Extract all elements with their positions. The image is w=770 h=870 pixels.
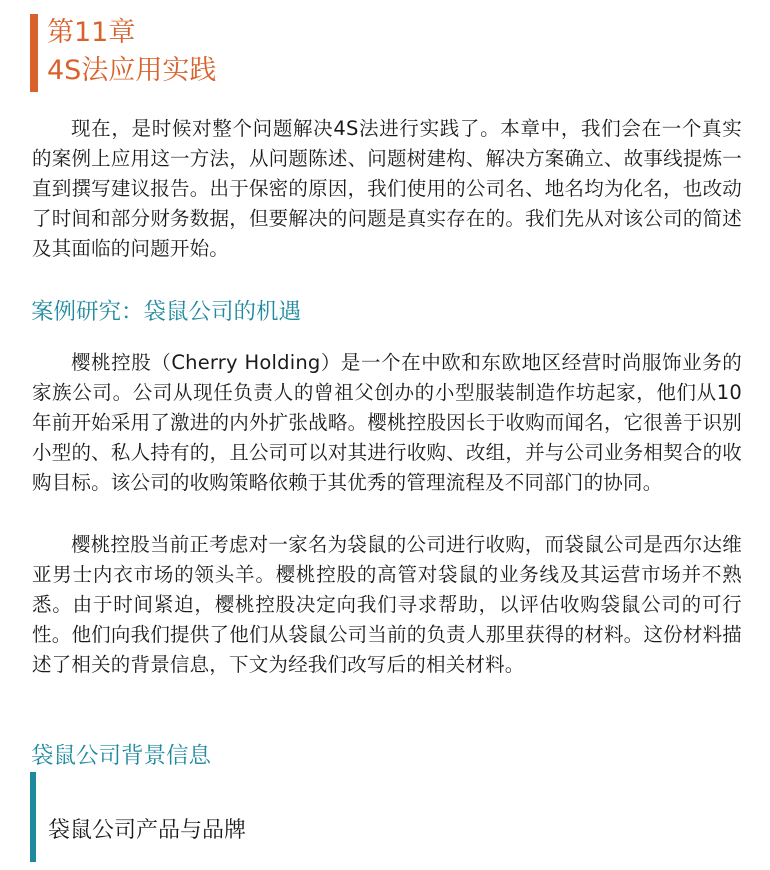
case-study-paragraph-1: 樱桃控股（Cherry Holding）是一个在中欧和东欧地区经营时尚服饰业务的家族公司。公司从现任负责人的曾祖父创办的小型服装制造作坊起家，他们从10年前开始采用了激进的内外扩张战略。樱桃控股因长于收购而闻名，它很善于识别小型的、私人持有的，且公司可以对其进行收购、改组，并与公司业务相契合的收购目标。该公司的收购策略依赖于其优秀的管理流程及不同部门的协同。 [32,351,742,494]
case-study-paragraph-2: 樱桃控股当前正考虑对一家名为袋鼠的公司进行收购，而袋鼠公司是西尔达维亚男士内衣市场的领头羊。樱桃控股的高管对袋鼠的业务线及其运营市场并不熟悉。由于时间紧迫，樱桃控股决定向我们寻求帮助，以评估收购袋鼠公司的可行性。他们向我们提供了他们从袋鼠公司当前的负责人那里获得的材料。这份材料描述了相关的背景信息，下文为经我们改写后的相关材料。 [32,533,742,676]
subsection-block [30,772,730,862]
background-heading: 袋鼠公司背景信息 [31,743,212,769]
chapter-header [30,14,730,92]
subsection-heading: 袋鼠公司产品与品牌 [48,818,247,843]
chapter-number: 第11章 [47,17,136,48]
chapter-title: 4S法应用实践 [47,55,217,86]
case-study-heading: 案例研究：袋鼠公司的机遇 [31,299,302,325]
intro-paragraph: 现在，是时候对整个问题解决4S法进行实践了。本章中，我们会在一个真实的案例上应用这一方法，从问题陈述、问题树建构、解决方案确立、故事线提炼一直到撰写建议报告。出于保密的原因，我们使用的公司名、地名均为化名，也改动了时间和部分财务数据，但要解决的问题是真实存在的。我们先从对该公司的简述及其面临的问题开始。 [32,117,742,260]
